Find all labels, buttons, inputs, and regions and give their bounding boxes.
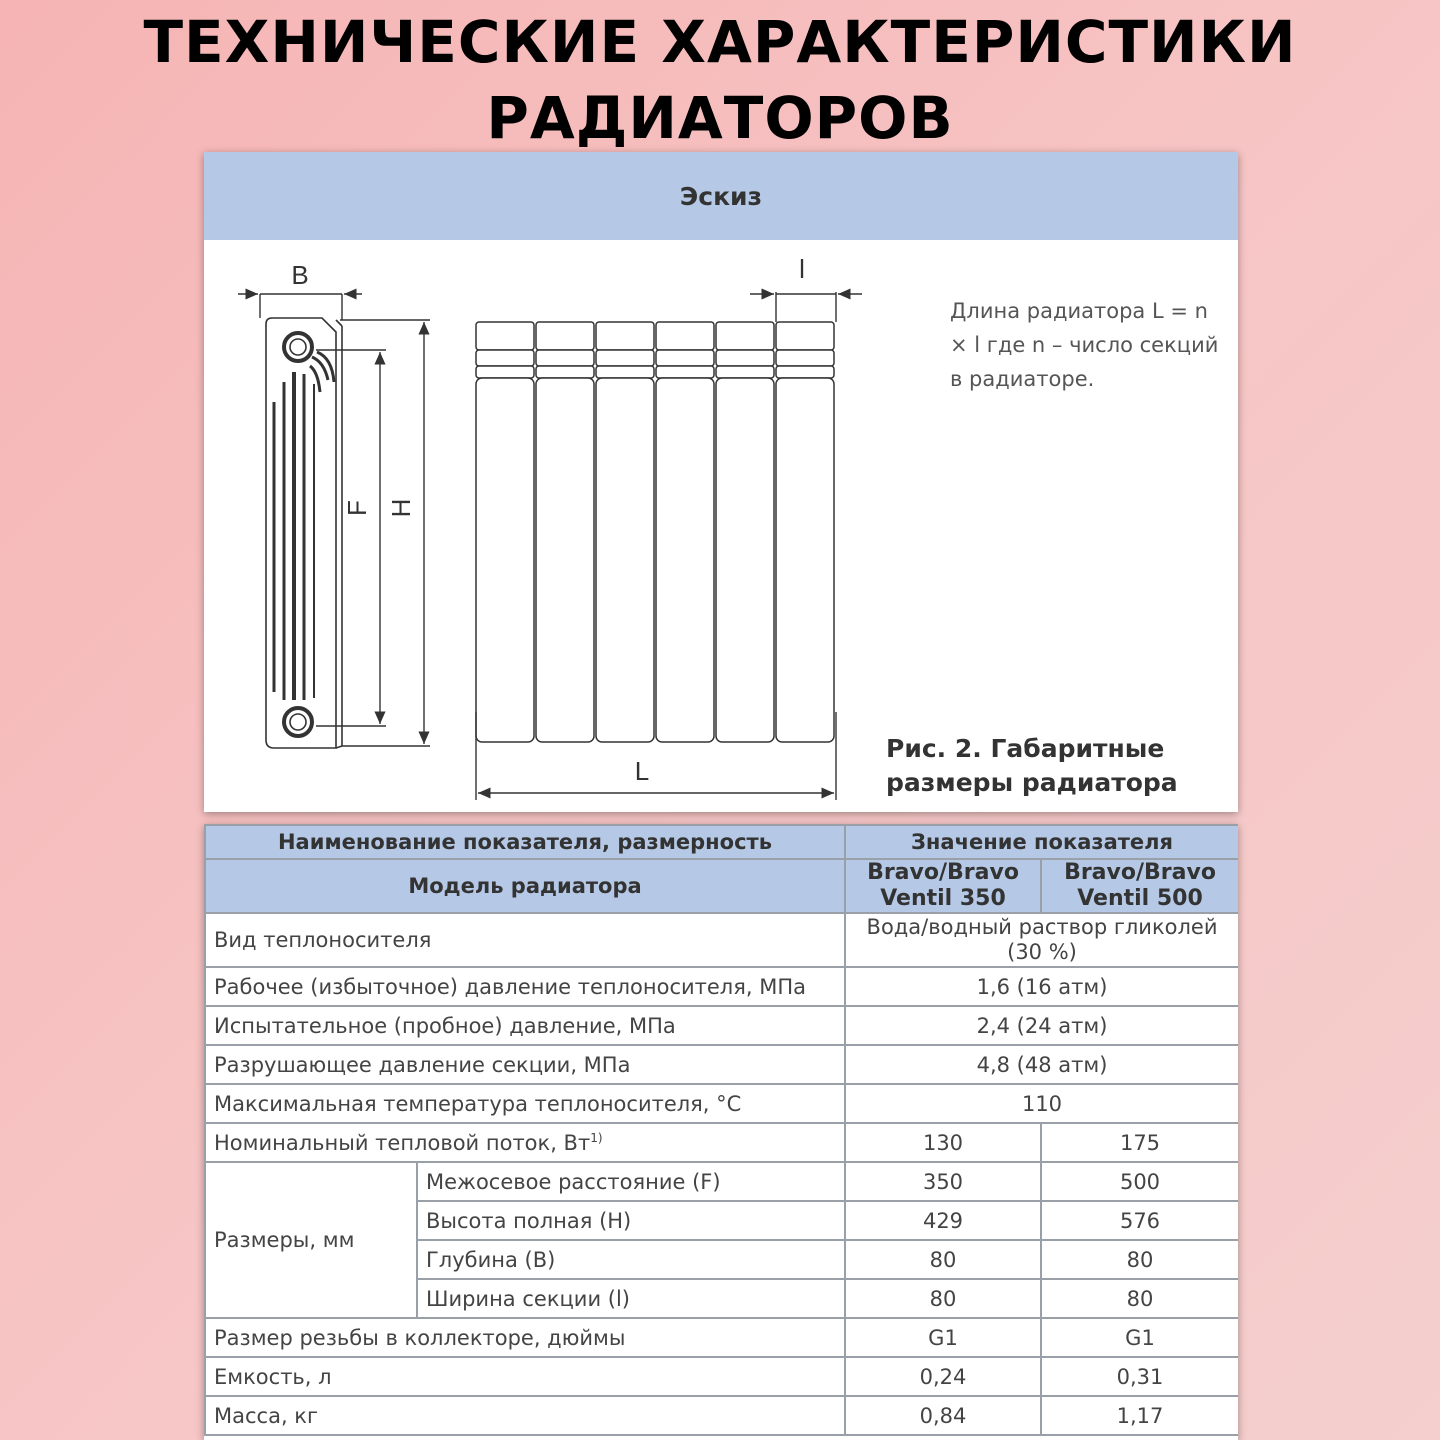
- table-header-row: [205, 859, 1238, 913]
- header-model: Модель радиатора: [205, 859, 845, 913]
- page-title-line-1: ТЕХНИЧЕСКИЕ ХАРАКТЕРИСТИКИ: [143, 8, 1297, 76]
- radiator-section: [476, 322, 534, 742]
- row-label: [205, 1123, 845, 1162]
- radiator-front-view: [476, 322, 834, 742]
- row-label: Глубина (B): [417, 1240, 845, 1279]
- row-label: Размер резьбы в коллекторе, дюймы: [205, 1318, 845, 1357]
- heat-flow-label: Номинальный тепловой поток, Вт: [214, 1130, 591, 1155]
- header-model-350: Bravo/Bravo Ventil 350: [845, 859, 1041, 913]
- footnote-mark: 1): [590, 1130, 603, 1145]
- header-value: Значение показателя: [845, 825, 1238, 859]
- label-l-total: L: [634, 756, 650, 786]
- sketch-note: Длина радиатора L = n × l где n – число секций в радиаторе.: [950, 299, 1219, 391]
- dimension-h: [340, 320, 430, 746]
- specs-table: [204, 824, 1238, 1436]
- label-l-small: l: [799, 254, 805, 284]
- label-f: F: [342, 500, 372, 516]
- header-model-500: Bravo/Bravo Ventil 500: [1041, 859, 1238, 913]
- table-header-row: [205, 825, 1238, 859]
- header-param: Наименование показателя, размерность: [205, 825, 845, 859]
- dimension-b: [238, 294, 362, 320]
- row-label: Вид теплоносителя: [205, 913, 845, 967]
- row-value-350: 0,24: [845, 1357, 1041, 1396]
- row-value-500: 80: [1041, 1240, 1238, 1279]
- row-label: Масса, кг: [205, 1396, 845, 1435]
- row-value: 1,6 (16 атм): [845, 967, 1238, 1006]
- row-label: Максимальная температура теплоносителя, °С: [205, 1084, 845, 1123]
- row-value-500: G1: [1041, 1318, 1238, 1357]
- label-b: B: [291, 260, 309, 290]
- row-value-500: 0,31: [1041, 1357, 1238, 1396]
- radiator-section: [656, 322, 714, 742]
- table-row: [205, 913, 1238, 967]
- sketch-panel: [204, 152, 1238, 812]
- row-value-500: 80: [1041, 1279, 1238, 1318]
- row-label: Высота полная (H): [417, 1201, 845, 1240]
- row-value-500: 500: [1041, 1162, 1238, 1201]
- row-label: Емкость, л: [205, 1357, 845, 1396]
- table-row: [205, 1162, 1238, 1201]
- row-value-500: 175: [1041, 1123, 1238, 1162]
- dimension-l-small: [750, 292, 862, 322]
- row-value-350: 429: [845, 1201, 1041, 1240]
- page-title: [0, 4, 1440, 156]
- radiator-section: [716, 322, 774, 742]
- row-label: Разрушающее давление секции, МПа: [205, 1045, 845, 1084]
- table-row: [205, 1045, 1238, 1084]
- radiator-section: [776, 322, 834, 742]
- row-value-500: 576: [1041, 1201, 1238, 1240]
- row-label: Межосевое расстояние (F): [417, 1162, 845, 1201]
- row-label: Рабочее (избыточное) давление теплоносителя, МПа: [205, 967, 845, 1006]
- row-value-350: 0,84: [845, 1396, 1041, 1435]
- table-row: [205, 1006, 1238, 1045]
- row-value: Вода/водный раствор гликолей (30 %): [845, 913, 1238, 967]
- dims-group-label: Размеры, мм: [205, 1162, 417, 1318]
- table-row: [205, 1318, 1238, 1357]
- radiator-section: [596, 322, 654, 742]
- table-row: [205, 1123, 1238, 1162]
- row-value-350: 80: [845, 1279, 1041, 1318]
- table-row: [205, 1357, 1238, 1396]
- figure-caption: Рис. 2. Габаритные размеры радиатора: [886, 734, 1178, 797]
- row-value: 110: [845, 1084, 1238, 1123]
- sketch-header: Эскиз: [204, 152, 1238, 240]
- radiator-side-view: [266, 318, 342, 748]
- radiator-drawing: [204, 152, 1238, 812]
- row-value-350: 130: [845, 1123, 1041, 1162]
- row-value-350: 80: [845, 1240, 1041, 1279]
- specs-table-panel: [204, 824, 1238, 1440]
- page-title-line-2: РАДИАТОРОВ: [486, 84, 954, 152]
- radiator-section: [536, 322, 594, 742]
- row-label: Ширина секции (l): [417, 1279, 845, 1318]
- table-row: [205, 1396, 1238, 1435]
- table-row: [205, 967, 1238, 1006]
- row-value: 4,8 (48 атм): [845, 1045, 1238, 1084]
- label-h: H: [386, 498, 416, 518]
- row-value-350: G1: [845, 1318, 1041, 1357]
- row-label: Испытательное (пробное) давление, МПа: [205, 1006, 845, 1045]
- row-value-350: 350: [845, 1162, 1041, 1201]
- row-value: 2,4 (24 атм): [845, 1006, 1238, 1045]
- table-row: [205, 1084, 1238, 1123]
- row-value-500: 1,17: [1041, 1396, 1238, 1435]
